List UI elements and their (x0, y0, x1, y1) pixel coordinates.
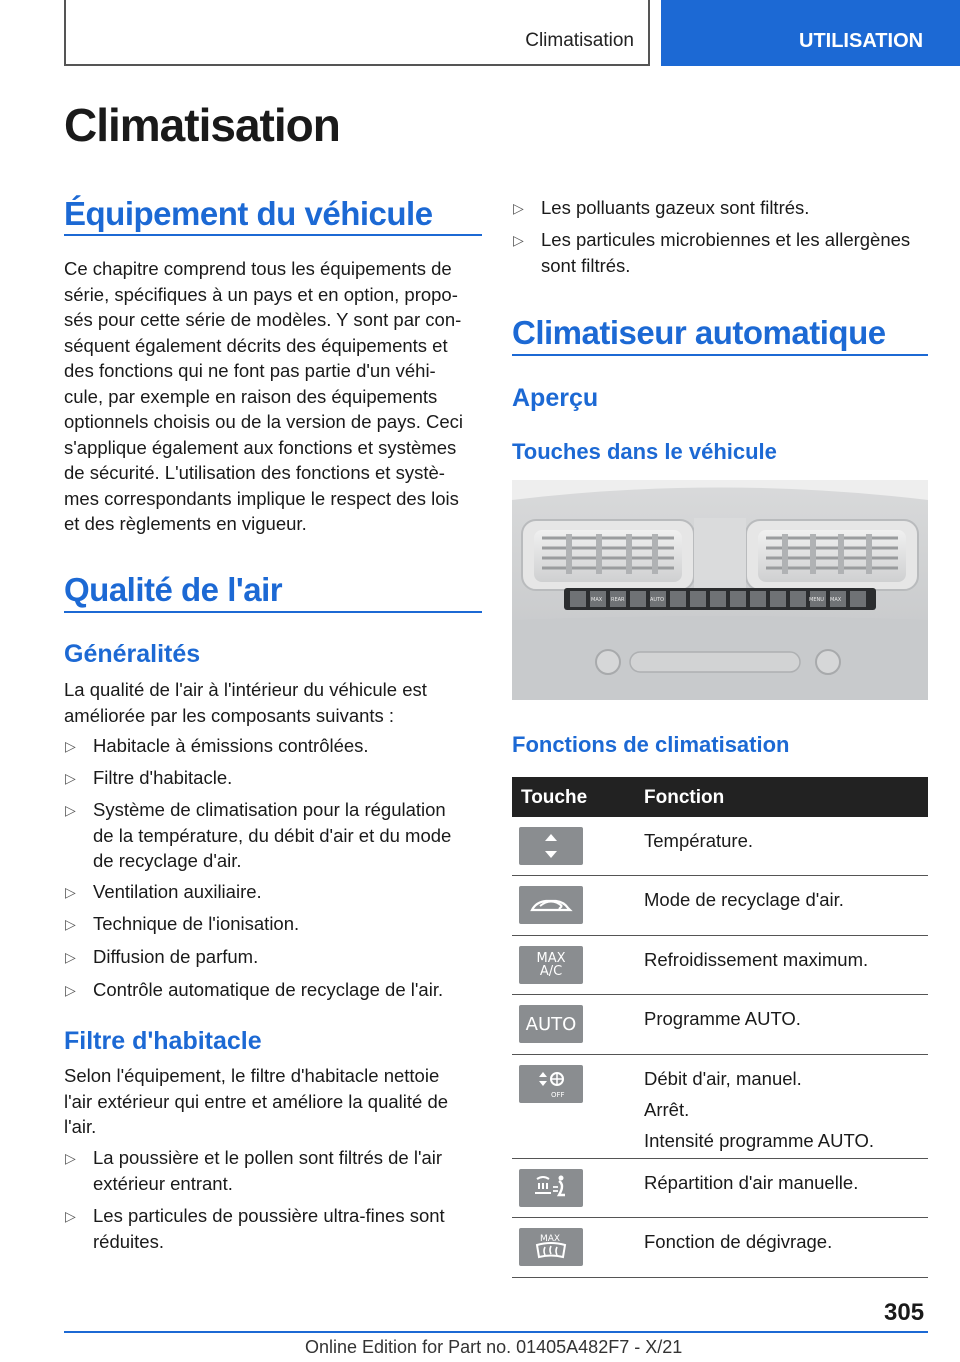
text-line: Selon l'équipement, le filtre d'habitacle nettoie (64, 1065, 440, 1086)
key-label: MAX (540, 1234, 561, 1244)
text-line: de la température, du débit d'air et du mode (93, 824, 452, 846)
panel-label-max-ac: MAX (830, 597, 842, 603)
panel-label-auto: AUTO (650, 597, 665, 603)
text-line: Contrôle automatique de recyclage de l'air. (93, 979, 444, 1000)
text-line: Système de climatisation pour la régulation (93, 799, 446, 820)
text-line: l'air extérieur qui entre et améliore la qualité de (64, 1090, 449, 1112)
text-line: extérieur entrant. (93, 1172, 233, 1194)
list-item (64, 797, 484, 874)
triangle-bullet-icon: ▷ (65, 1150, 76, 1166)
header-section-box (64, 0, 650, 66)
list-item (64, 1145, 484, 1196)
table-row (512, 995, 928, 1055)
key-label: MAX A/C (536, 951, 566, 979)
header-chapter-tab (661, 0, 960, 66)
text-line: Refroidissement maximum. (644, 949, 869, 970)
general-paragraph (64, 677, 484, 728)
heading-rule (512, 354, 928, 356)
panel-label-rear: REAR (611, 597, 625, 603)
text-line: Répartition d'air manuelle. (644, 1172, 859, 1193)
air-distribution-icon (519, 1169, 583, 1207)
table-row (512, 876, 928, 936)
text-line: Température. (644, 830, 753, 851)
text-line: des fonctions qui ne font pas partie d'un véhi- (64, 360, 436, 381)
header-chapter-title: UTILISATION (799, 30, 924, 52)
table-row (512, 1159, 928, 1218)
temperature-arrows-icon (519, 827, 583, 865)
text-line: et des règlements en vigueur. (64, 513, 307, 534)
heading-air-quality: Qualité de l'air (64, 571, 283, 608)
column-header-key: Touche (521, 787, 588, 808)
key-label: OFF (551, 1091, 565, 1099)
heading-general: Généralités (64, 640, 201, 668)
header-section-title: Climatisation (525, 30, 634, 51)
text-line: La qualité de l'air à l'intérieur du véhicule est (64, 679, 427, 700)
heading-rule (64, 611, 482, 613)
text-line: Habitacle à émissions contrôlées. (93, 735, 369, 756)
max-defrost-icon (519, 1228, 583, 1266)
triangle-bullet-icon: ▷ (65, 738, 76, 754)
text-line: s'applique également aux fonctions et systèmes (64, 436, 457, 458)
text-line: cule, par exemple en raison des équipements (64, 385, 438, 407)
text-line: Arrêt. (644, 1099, 690, 1120)
footer-rule (64, 1331, 928, 1333)
fan-off-icon (519, 1065, 583, 1103)
text-line: de sécurité. L'utilisation des fonctions et systè- (64, 462, 445, 483)
list-item (512, 227, 930, 278)
text-line: séquent également décrits des équipements et (64, 334, 448, 356)
panel-label-max: MAX (591, 597, 603, 603)
table-row (512, 1218, 928, 1278)
page-number: 305 (884, 1299, 925, 1326)
list-item (64, 879, 484, 905)
text-line: Diffusion de parfum. (93, 946, 259, 967)
footer-edition: Online Edition for Part no. 01405A482F7 - X/21 (305, 1337, 683, 1357)
list-item (64, 911, 484, 937)
text-line: Les particules microbiennes et les allergènes (541, 229, 911, 250)
text-line: Les particules de poussière ultra-fines sont (93, 1205, 445, 1226)
triangle-bullet-icon: ▷ (513, 200, 524, 216)
filter-paragraph (64, 1063, 484, 1140)
text-line: La poussière et le pollen sont filtrés de l'air (93, 1147, 443, 1168)
text-line: Technique de l'ionisation. (93, 913, 300, 934)
text-line: Ventilation auxiliaire. (93, 881, 262, 902)
text-line: mes correspondants implique le respect des lois (64, 487, 459, 509)
heading-cabin-filter: Filtre d'habitacle (64, 1027, 262, 1055)
text-line: l'air. (64, 1116, 97, 1137)
text-line: Intensité programme AUTO. (644, 1130, 874, 1151)
text-line: optionnels choisis ou de la version de pays. Ceci (64, 411, 464, 432)
function-description (644, 828, 924, 859)
triangle-bullet-icon: ▷ (65, 770, 76, 786)
text-line: Fonction de dégivrage. (644, 1231, 833, 1252)
triangle-bullet-icon: ▷ (65, 802, 76, 818)
climate-functions-table (512, 777, 928, 1278)
heading-overview: Aperçu (512, 384, 599, 412)
text-line: série, spécifiques à un pays et en option, propo- (64, 283, 458, 305)
text-line: Mode de recyclage d'air. (644, 889, 844, 910)
text-line: réduites. (93, 1230, 164, 1252)
table-header (512, 777, 928, 817)
triangle-bullet-icon: ▷ (65, 884, 76, 900)
triangle-bullet-icon: ▷ (65, 949, 76, 965)
text-line: Ce chapitre comprend tous les équipements de (64, 258, 452, 279)
list-item (64, 1203, 484, 1254)
list-item (512, 195, 930, 221)
max-ac-icon (519, 946, 583, 984)
function-description (644, 1170, 924, 1201)
triangle-bullet-icon: ▷ (513, 232, 524, 248)
text-line: sés pour cette série de modèles. Y sont par con- (64, 309, 462, 330)
list-item (64, 977, 484, 1003)
list-item (64, 765, 484, 791)
text-line: sont filtrés. (541, 254, 631, 276)
triangle-bullet-icon: ▷ (65, 982, 76, 998)
text-line: Programme AUTO. (644, 1008, 801, 1029)
climate-panel-photo (512, 480, 928, 700)
function-description (644, 1006, 924, 1037)
text-line: améliorée par les composants suivants : (64, 704, 395, 726)
air-recirculation-icon (519, 886, 583, 924)
triangle-bullet-icon: ▷ (65, 1208, 76, 1224)
table-row (512, 817, 928, 876)
heading-buttons-in-vehicle: Touches dans le véhicule (512, 439, 777, 464)
triangle-bullet-icon: ▷ (65, 916, 76, 932)
page-title: Climatisation (64, 99, 340, 151)
text-line: Les polluants gazeux sont filtrés. (541, 197, 810, 218)
table-row (512, 1055, 928, 1159)
text-line: Filtre d'habitacle. (93, 767, 233, 788)
function-description (644, 947, 924, 978)
equipment-paragraph (64, 256, 484, 537)
heading-rule (64, 234, 482, 236)
function-description (644, 1066, 924, 1159)
function-description (644, 887, 924, 918)
text-line: de recyclage d'air. (93, 850, 242, 871)
key-label: AUTO (525, 1013, 577, 1035)
panel-label-menu: MENU (809, 597, 824, 603)
column-header-function: Fonction (644, 787, 725, 808)
list-item (64, 733, 484, 759)
function-description (644, 1229, 924, 1260)
heading-automatic-ac: Climatiseur automatique (512, 314, 886, 351)
heading-climate-functions: Fonctions de climatisation (512, 732, 790, 757)
auto-icon (519, 1005, 583, 1043)
heading-equipment: Équipement du véhicule (64, 195, 433, 232)
list-item (64, 944, 484, 970)
table-row (512, 936, 928, 995)
text-line: Débit d'air, manuel. (644, 1068, 802, 1089)
